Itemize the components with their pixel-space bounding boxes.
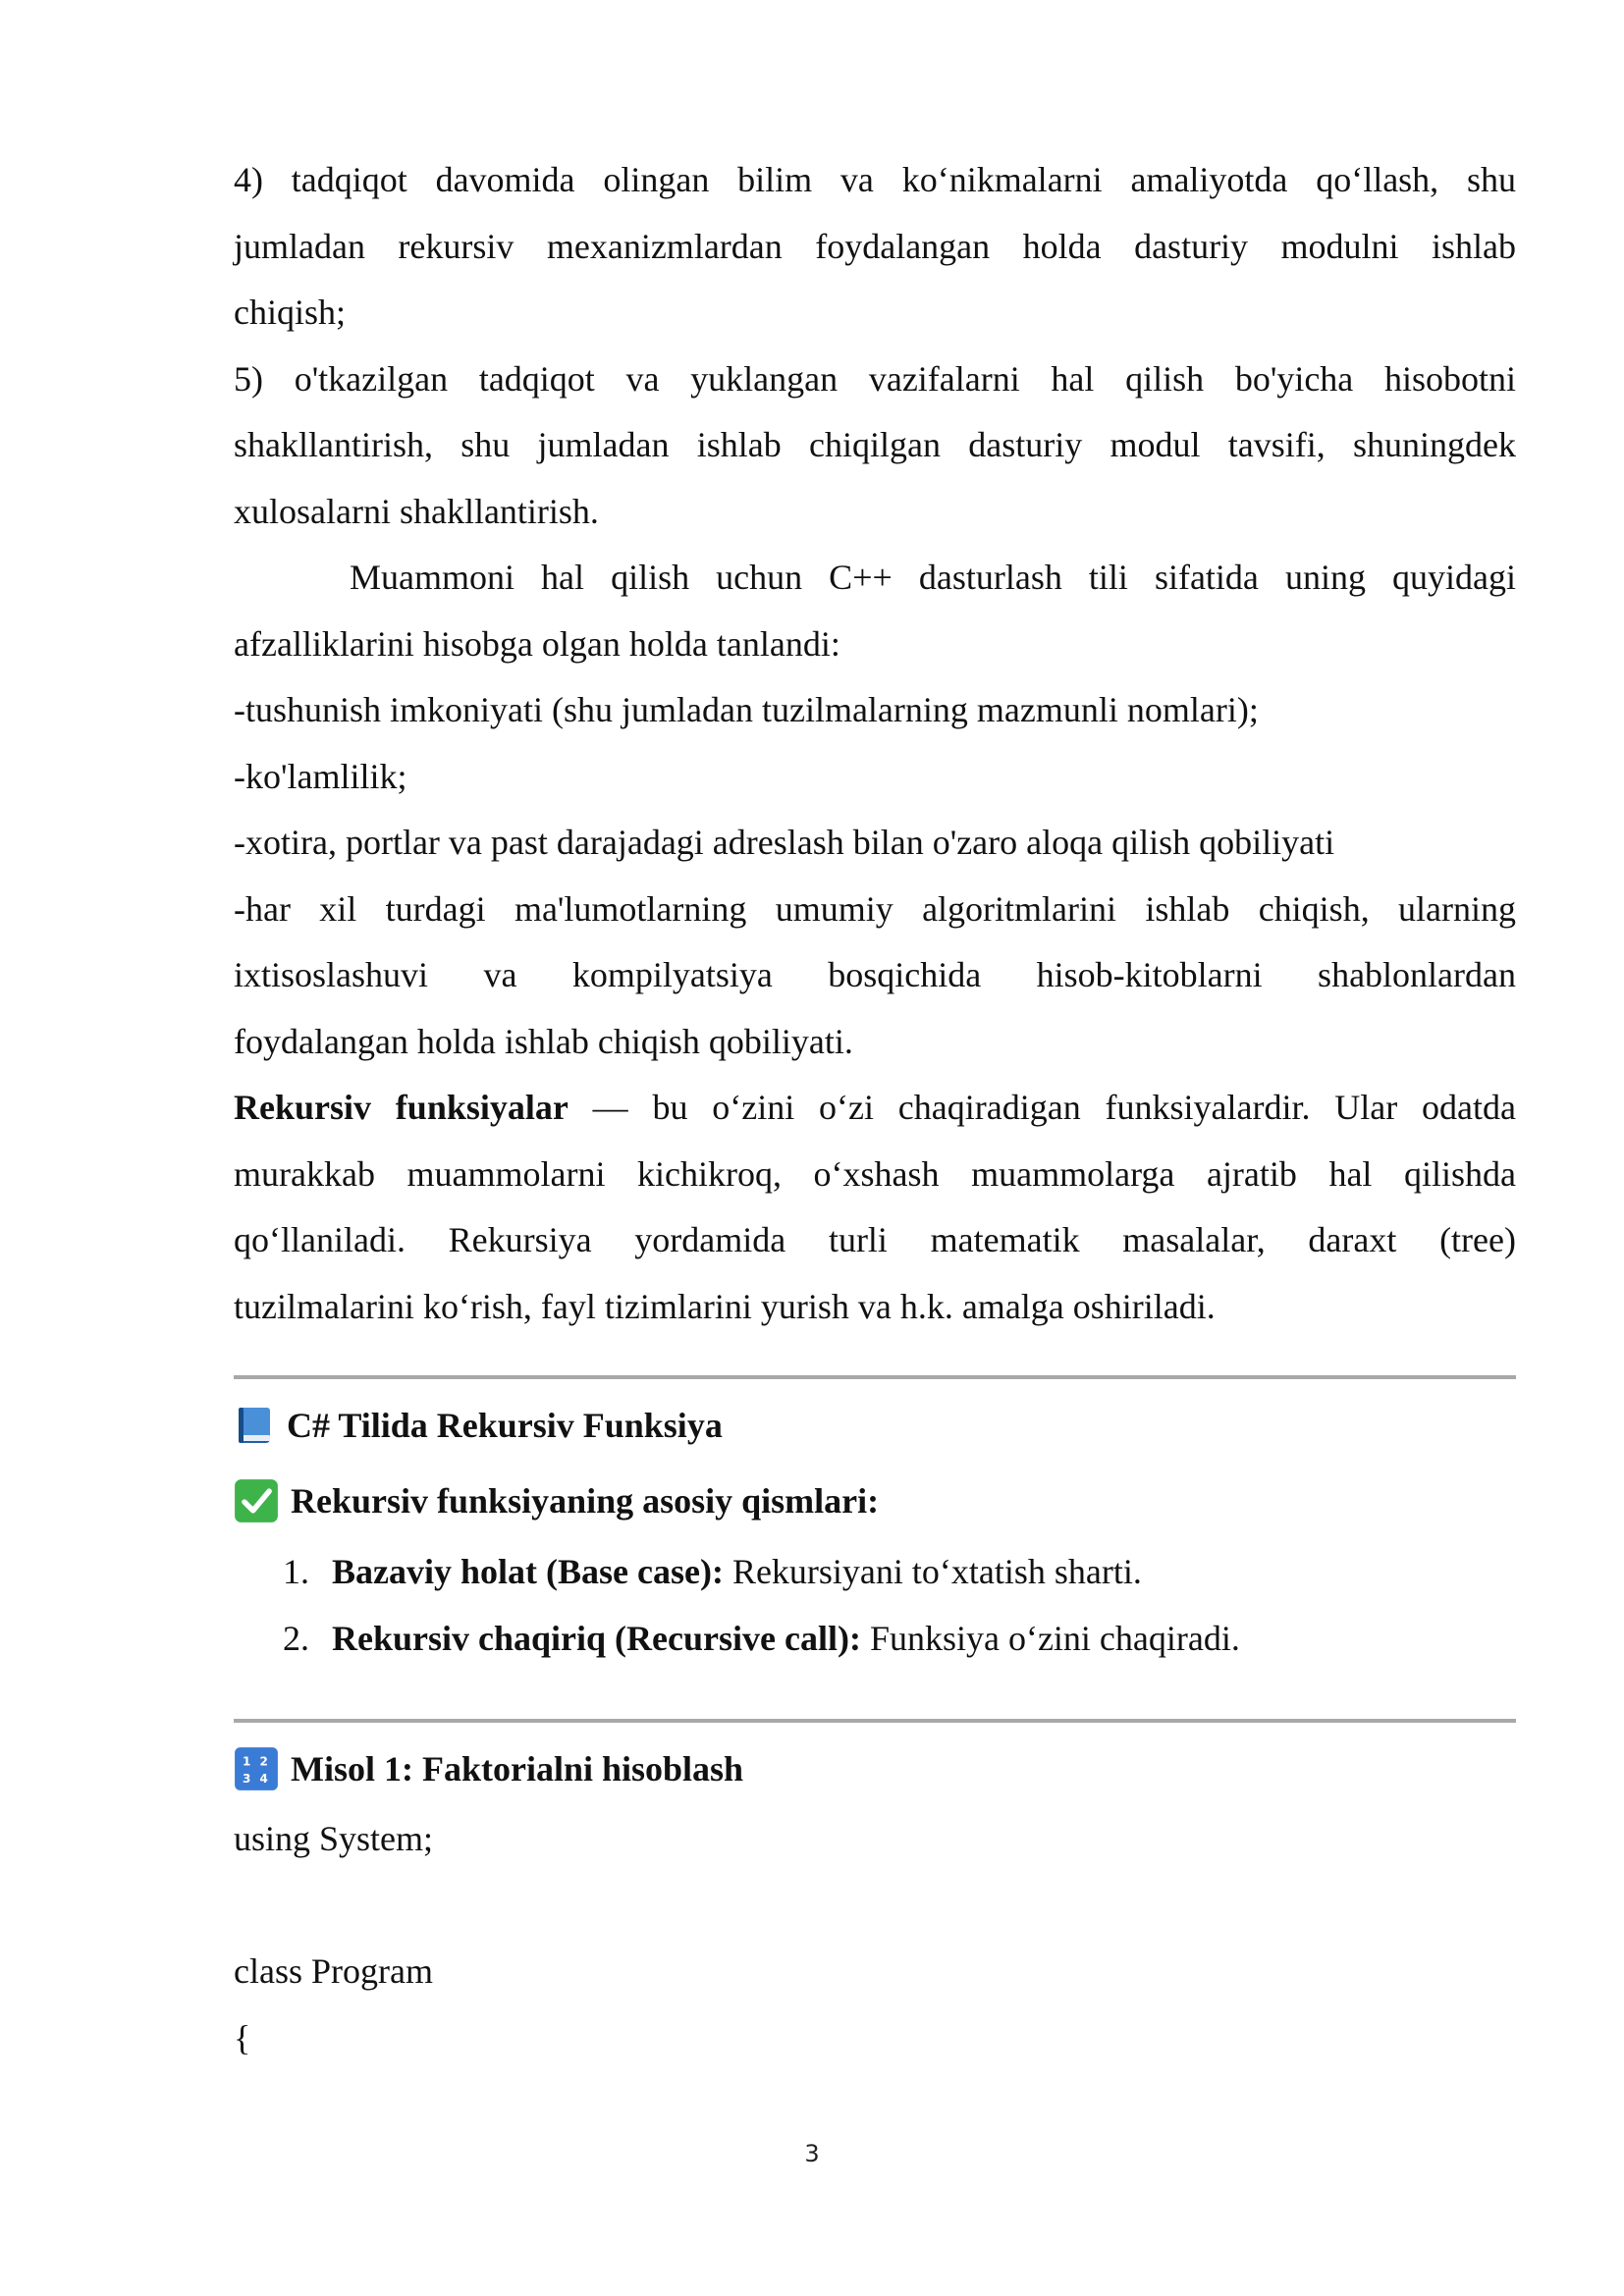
text-line: Muammoni hal qilish uchun C++ dasturlash tili sifatida uning quyidagi — [350, 558, 1516, 597]
list-number: 1. — [283, 1552, 309, 1591]
section-heading-example — [234, 1731, 1516, 1806]
document-page — [234, 147, 1516, 2071]
svg-text:3: 3 — [242, 1771, 251, 1786]
text-line: tuzilmalarini ko‘rish, fayl tizimlarini yurish va h.k. amalga oshiriladi. — [234, 1286, 1216, 1326]
list-number: 2. — [283, 1619, 309, 1658]
text-line: qo‘llaniladi. Rekursiya yordamida turli matematik masalalar, daraxt (tree) — [234, 1220, 1516, 1259]
section-heading-csharp — [234, 1387, 1516, 1463]
section-title: Rekursiv funksiyaning asosiy qismlari: — [291, 1480, 880, 1521]
text-line: -har xil turdagi ma'lumotlarning umumiy algoritmlarini ishlab chiqish, ularning — [234, 888, 1516, 929]
text-line: ixtisoslashuvi va kompilyatsiya bosqichida hisob-kitoblarni shablonlardan — [234, 955, 1516, 994]
code-snippet — [234, 1806, 1516, 2071]
bullet-memory-access: -xotira, portlar va past darajadagi adreslash bilan o'zaro aloqa qilish qobiliyati — [234, 823, 1335, 862]
code-line — [234, 1873, 1516, 1940]
bullet-scalability: -ko'lamlilik; — [234, 756, 407, 796]
text-line: foydalangan holda ishlab chiqish qobiliyati. — [234, 1021, 853, 1061]
text-line: afzalliklarini hisobga olgan holda tanlandi: — [234, 623, 840, 664]
text-line — [234, 1075, 1516, 1142]
code-line: class Program — [234, 1951, 433, 1991]
code-line: { — [234, 2017, 251, 2057]
input-numbers-icon — [234, 1746, 279, 1791]
paragraph-item-4 — [234, 147, 1516, 347]
text-line: chiqish; — [234, 293, 346, 332]
blue-book-icon — [234, 1405, 275, 1446]
recursive-functions-term: Rekursiv funksiyalar — [234, 1088, 568, 1127]
paragraph-language-choice — [234, 545, 1516, 677]
page-number: 3 — [804, 2140, 820, 2167]
text-line: 5) o'tkazilgan tadqiqot va yuklangan vazifalarni hal qilish bo'yicha hisobotni — [234, 358, 1516, 399]
text-fragment: — bu o‘zini o‘zi chaqiradigan funksiyalardir. Ular odatda — [568, 1088, 1516, 1127]
list-term: Bazaviy holat (Base case): — [332, 1552, 724, 1591]
svg-text:1: 1 — [242, 1754, 251, 1769]
svg-text:2: 2 — [259, 1754, 268, 1769]
code-line: using System; — [234, 1819, 434, 1858]
list-item — [234, 1538, 1516, 1605]
list-term: Rekursiv chaqiriq (Recursive call): — [332, 1619, 861, 1658]
parts-list — [234, 1538, 1516, 1672]
list-text: Funksiya o‘zini chaqiradi. — [860, 1619, 1240, 1658]
text-line: shakllantirish, shu jumladan ishlab chiqilgan dasturiy modul tavsifi, shuningdek — [234, 425, 1516, 464]
svg-text:4: 4 — [259, 1771, 268, 1786]
bullet-generic-algorithms — [234, 877, 1516, 1076]
list-item — [234, 1605, 1516, 1672]
text-line: xulosalarni shakllantirish. — [234, 491, 599, 531]
paragraph-item-5 — [234, 347, 1516, 546]
text-line: 4) tadqiqot davomida olingan bilim va ko‘nikmalarni amaliyotda qo‘llash, shu — [234, 160, 1516, 199]
section-title: C# Tilida Rekursiv Funksiya — [287, 1405, 723, 1445]
paragraph-recursive-functions — [234, 1075, 1516, 1340]
bullet-understandability: -tushunish imkoniyati (shu jumladan tuzilmalarning mazmunli nomlari); — [234, 690, 1259, 729]
text-line: jumladan rekursiv mexanizmlardan foydalangan holda dasturiy modulni ishlab — [234, 226, 1516, 266]
list-text: Rekursiyani to‘xtatish sharti. — [723, 1552, 1142, 1591]
check-mark-button-icon — [234, 1478, 279, 1523]
section-title: Misol 1: Faktorialni hisoblash — [291, 1748, 744, 1789]
section-heading-parts — [234, 1463, 1516, 1538]
text-line: murakkab muammolarni kichikroq, o‘xshash muammolarga ajratib hal qilishda — [234, 1153, 1516, 1194]
